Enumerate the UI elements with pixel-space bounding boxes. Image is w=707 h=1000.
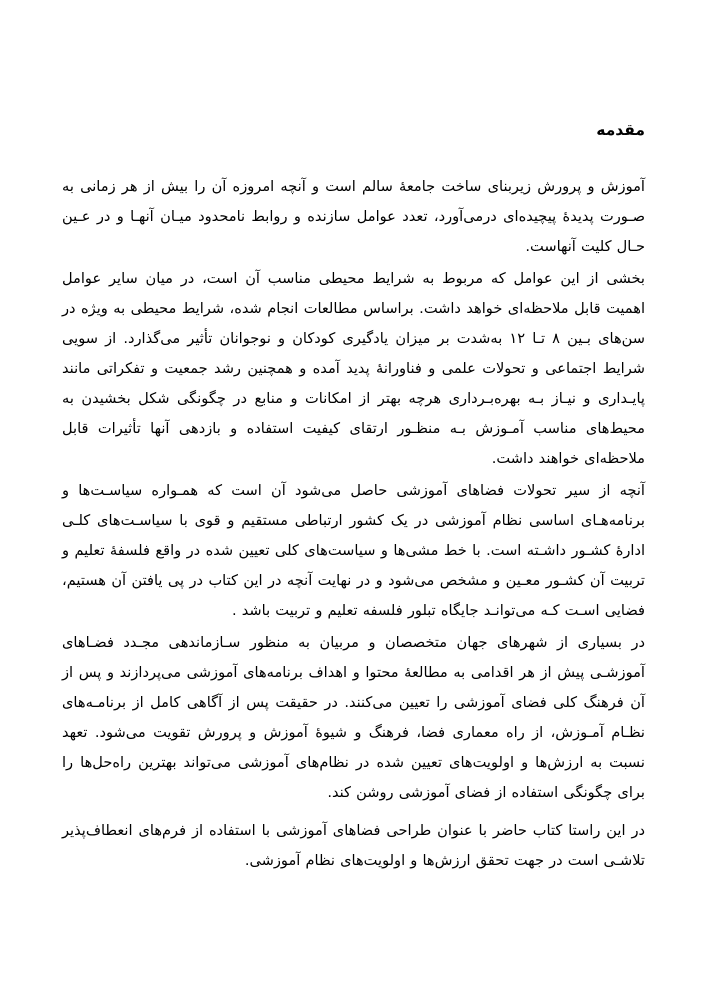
paragraph-1: آموزش و پرورش زیربنای ساخت جامعهٔ سالم است و آنچه امروزه آن را بیش از هر زمانی به صـورت پدیدهٔ پیچیده‌ای درمی‌آورد، تعدد عوامل سازنده و روابط نامحدود میـان آنهـا و در عـین حـال کلیت آنهاست. — [62, 177, 645, 255]
page-title: مقدمه — [596, 121, 645, 139]
document-body — [62, 172, 645, 876]
paragraph-3: آنچه از سیر تحولات فضاهای آموزشی حاصل می‌شود آن است که همـواره سیاسـت‌ها و برنامه‌هـای اساسی نظام آموزشی در یک کشور ارتباطی مستقیم و قوی با سیاسـت‌های کلـی ادارهٔ کشـور داشـته است. با خط مشی‌ها و سیاست‌های کلی تعیین شده در واقع فلسفهٔ تعلیم و تربیت آن کشـور معـین و مشخص می‌شود و در نهایت آنچه در این کتاب در پی یافتن آن هستیم، فضایی اسـت کـه می‌توانـد جایگاه تبلور فلسفه تعلیم و تربیت باشد . — [62, 481, 645, 619]
paragraph-5: در این راستا کتاب حاضر با عنوان طراحی فضاهای آموزشی با استفاده از فرم‌های انعطاف‌پذیر تلاشـی است در جهت تحقق ارزش‌ها و اولویت‌های نظام آموزشی. — [62, 821, 645, 869]
paragraph-4: در بسیاری از شهرهای جهان متخصصان و مربیان به منظور سـازماندهی مجـدد فضـاهای آموزشـی پیش از هر اقدامی به مطالعهٔ محتوا و اهداف برنامه‌های آموزشی می‌پردازند و پس از آن فرهنگ کلی فضای آموزشی را تعیین می‌کنند. در حقیقت پس از آگاهی کامل از برنامـه‌های نظـام آمـوزش، از راه معماری فضا، فرهنگ و شیوهٔ آموزش و پرورش تقویت می‌شود. تعهد نسبت به ارزش‌ها و اولویت‌های تعیین شده در نظام‌های آموزشی می‌تواند بهترین راه‌حل‌ها را برای چگونگی استفاده از فضای آموزشی روشن کند. — [62, 633, 645, 801]
paragraph-2: بخشی از این عوامل که مربوط به شرایط محیطی مناسب آن است، در میان سایر عوامل اهمیت قابل ملاحظه‌ای خواهد داشت. براساس مطالعات انجام شده، شرایط محیطی به ویژه در سن‌های بـین ۸ تـا ۱۲ به‌شدت بر میزان یادگیری کودکان و نوجوانان تأثیر می‌گذارد. از سویی شرایط اجتماعی و تحولات علمی و فناورانهٔ پدید آمده و همچنین رشد جمعیت و تفکراتی مانند پایـداری و نیـاز بـه بهره‌بـرداری هرچه بهتر از امکانات و منابع در چگونگی شکل بخشیدن به محیط‌های مناسب آمـوزش بـه منظـور ارتقای کیفیت استفاده و بازدهی آنها تأثیرات قابل ملاحظه‌ای خواهند داشت. — [62, 269, 646, 467]
